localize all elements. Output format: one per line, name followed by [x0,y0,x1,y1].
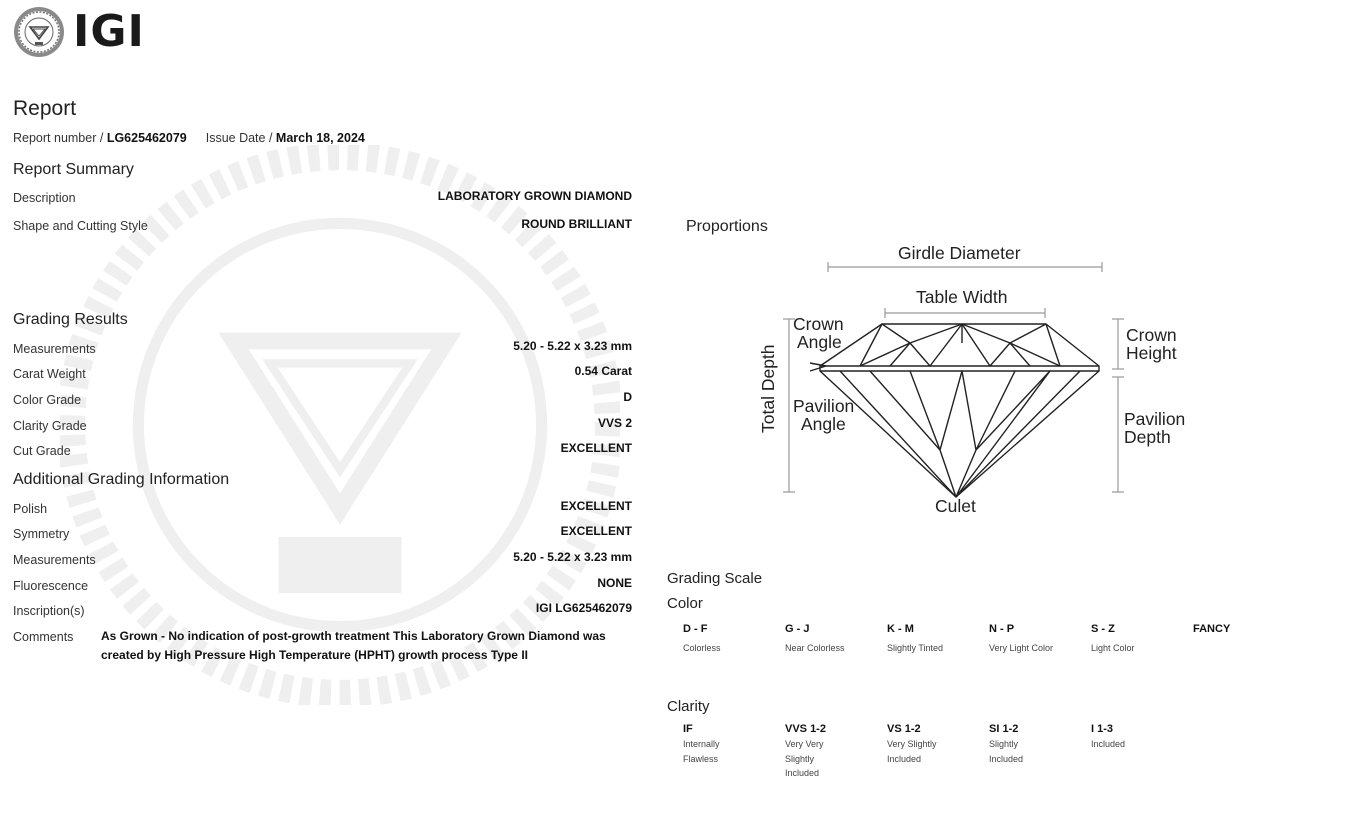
clarity-scale-code: VS 1-2 [887,723,921,735]
desc-line: Included [989,753,1024,764]
desc-line: Slightly [989,739,1019,749]
culet-label: Culet [935,496,976,516]
igi-seal-icon [13,6,65,58]
color-scale-code: K - M [887,623,914,635]
comments-label: Comments [13,630,74,644]
clarity-scale-item [785,723,826,781]
report-title: Report [13,97,77,120]
grading-row-clarity [13,416,632,433]
color-scale-item [683,623,721,656]
crown-angle-line1: Crown [793,314,844,334]
row-label: Clarity Grade [13,419,87,433]
clarity-scale-desc [1091,737,1125,752]
crown-height-label [1126,326,1177,362]
pavilion-depth-line2: Depth [1124,427,1171,447]
clarity-scale-code: SI 1-2 [989,723,1019,735]
row-label: Description [13,191,76,205]
additional-row-symmetry [13,524,632,541]
desc-line: Flawless [683,753,719,764]
color-scale-item [989,623,1053,656]
desc-line: Included [1091,739,1126,749]
grading-scale-heading: Grading Scale [667,570,763,587]
row-value: 5.20 - 5.22 x 3.23 mm [513,550,632,564]
additional-row-measurements [13,550,632,567]
color-scale-item [887,623,943,656]
summary-row-description [13,191,632,205]
report-meta [13,131,365,145]
crown-angle-line2: Angle [797,332,842,352]
row-label: Fluorescence [13,579,89,593]
clarity-scale-item [989,723,1023,766]
additional-row-fluorescence [13,576,632,593]
crown-angle-label [793,315,844,351]
row-value: 0.54 Carat [574,364,632,378]
row-value: ROUND BRILLIANT [521,217,632,231]
clarity-scale-heading: Clarity [667,698,710,715]
color-scale-code: G - J [785,623,810,635]
color-scale-desc: Colorless [683,643,721,653]
additional-grading-heading: Additional Grading Information [13,471,230,488]
row-value: EXCELLENT [560,499,632,513]
clarity-scale-item [683,723,720,766]
row-label: Shape and Cutting Style [13,219,148,233]
pavilion-depth-label [1124,410,1185,446]
additional-row-polish [13,499,632,516]
igi-logo [13,6,145,58]
row-value: 5.20 - 5.22 x 3.23 mm [513,339,632,353]
girdle-diameter-label: Girdle Diameter [898,243,1021,263]
color-scale-code: S - Z [1091,623,1115,635]
igi-logo-text: IGI [73,6,145,57]
color-scale-code: N - P [989,623,1015,635]
additional-row-inscription [13,601,632,618]
row-value: VVS 2 [597,416,632,430]
row-value: NONE [597,576,632,590]
grading-row-measurements [13,339,632,356]
row-label: Inscription(s) [13,604,85,618]
row-value: D [623,390,632,404]
color-scale-desc: Slightly Tinted [887,643,944,653]
clarity-scale-desc [683,737,720,766]
crown-height-line1: Crown [1126,325,1177,345]
report-number-label: Report number / [13,131,104,145]
issue-date-label: Issue Date / [205,131,273,145]
clarity-scale-item [1091,723,1125,752]
desc-line: Very Very [785,739,824,749]
color-scale-desc: Near Colorless [785,643,845,653]
clarity-scale-desc [989,737,1023,766]
color-scale-item [1193,623,1230,635]
color-scale-desc: Light Color [1091,643,1135,653]
issue-date: March 18, 2024 [275,131,365,145]
desc-line: Included [785,768,820,778]
row-label: Carat Weight [13,367,86,381]
clarity-scale-code: IF [683,723,693,735]
proportions-diagram [740,235,1220,525]
color-scale-item [785,623,845,656]
row-value: LABORATORY GROWN DIAMOND [437,189,632,203]
clarity-scale-code: VVS 1-2 [785,723,826,735]
row-label: Symmetry [13,527,70,541]
color-scale-desc: Very Light Color [989,643,1054,653]
report-summary-heading: Report Summary [13,161,134,178]
grading-row-color [13,390,632,407]
summary-row-shape [13,219,632,233]
table-width-label: Table Width [916,287,1008,307]
diamond-profile-icon [740,235,1220,525]
total-depth-label: Total Depth [758,344,778,433]
pavilion-angle-line1: Pavilion [793,396,855,416]
row-value: EXCELLENT [560,441,632,455]
clarity-scale-code: I 1-3 [1091,723,1114,735]
grading-row-cut [13,441,632,458]
color-scale-code: D - F [683,623,708,635]
desc-line: Internally [683,739,720,749]
clarity-scale-item [887,723,937,766]
row-value: EXCELLENT [560,524,632,538]
color-scale-code: FANCY [1193,623,1231,635]
row-label: Measurements [13,553,96,567]
grading-row-carat [13,364,632,381]
row-value: IGI LG625462079 [535,601,632,615]
pavilion-depth-line1: Pavilion [1124,409,1186,429]
grading-results-heading: Grading Results [13,311,128,328]
color-scale-item [1091,623,1135,656]
crown-height-line2: Height [1126,343,1177,363]
clarity-scale-desc [785,737,826,781]
report-number: LG625462079 [106,131,187,145]
desc-line: Slightly [785,753,815,764]
row-label: Cut Grade [13,444,71,458]
clarity-scale-desc [887,737,937,766]
proportions-heading: Proportions [686,218,768,235]
pavilion-angle-line2: Angle [801,414,846,434]
comments-value: As Grown - No indication of post-growth treatment This Laboratory Grown Diamond was created by High Pressure High Temperature (HPHT) growth process Type II [101,629,606,662]
row-label: Measurements [13,342,96,356]
color-scale-heading: Color [667,595,703,612]
row-label: Color Grade [13,393,82,407]
pavilion-angle-label [793,397,854,433]
desc-line: Included [887,753,922,764]
desc-line: Very Slightly [887,739,937,749]
row-label: Polish [13,502,48,516]
